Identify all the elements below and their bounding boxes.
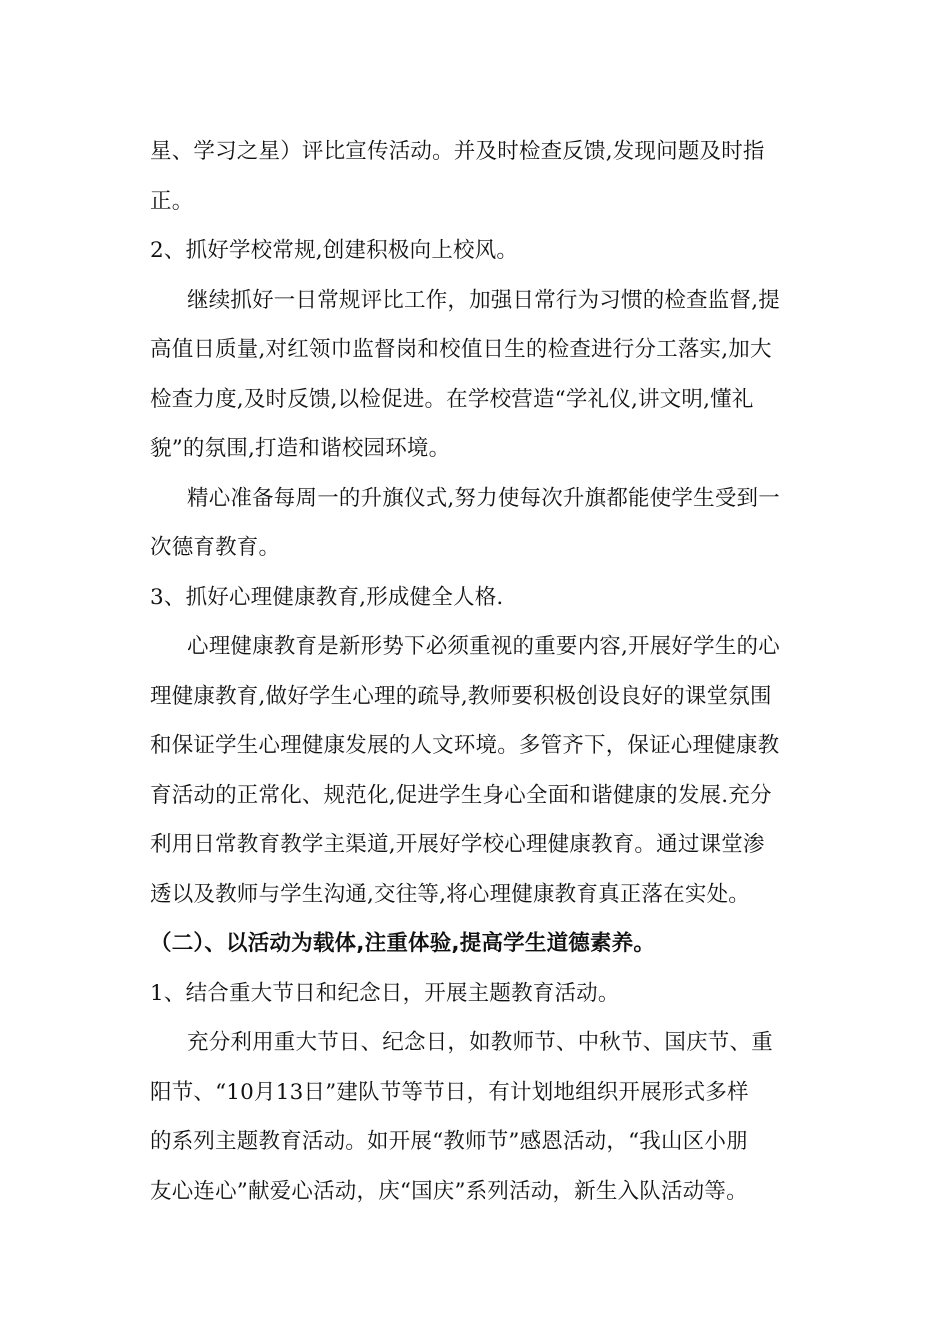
document-page [150, 127, 810, 1216]
paragraph-line: 阳节、“10月13日”建队节等节日，有计划地组织开展形式多样 [150, 1079, 749, 1105]
paragraph-line: 星、学习之星）评比宣传活动。并及时检查反馈,发现问题及时指 [150, 139, 765, 164]
paragraph-line: 精心准备每周一的升旗仪式,努力使每次升旗都能使学生受到一 [187, 485, 780, 511]
paragraph-line: 次德育教育。 [150, 535, 281, 560]
paragraph-line: 检查力度,及时反馈,以检促进。在学校营造“学礼仪,讲文明,懂礼 [150, 386, 754, 412]
section-heading: 1、结合重大节日和纪念日，开展主题教育活动。 [150, 980, 620, 1006]
paragraph-line: 高值日质量,对红领巾监督岗和校值日生的检查进行分工落实,加大 [150, 337, 772, 362]
paragraph-line: 透以及教师与学生沟通,交往等,将心理健康教育真正落在实处。 [150, 881, 750, 907]
paragraph-line: 利用日常教育教学主渠道,开展好学校心理健康教育。通过课堂渗 [150, 832, 765, 857]
chapter-heading: （二）、以活动为载体,注重体验,提高学生道德素养。 [150, 931, 656, 956]
paragraph-line: 继续抓好一日常规评比工作，加强日常行为习惯的检查监督,提 [187, 287, 780, 313]
paragraph-line: 正。 [150, 188, 194, 214]
paragraph-line: 育活动的正常化、规范化,促进学生身心全面和谐健康的发展.充分 [150, 782, 772, 808]
paragraph-line: 的系列主题教育活动。如开展“教师节”感恩活动，“我山区小朋 [150, 1129, 748, 1154]
paragraph-line: 理健康教育,做好学生心理的疏导,教师要积极创设良好的课堂氛围 [150, 683, 772, 709]
section-heading: 3、抓好心理健康教育,形成健全人格. [150, 584, 504, 610]
paragraph-line: 心理健康教育是新形势下必须重视的重要内容,开展好学生的心 [187, 634, 780, 659]
section-heading: 2、抓好学校常规,创建积极向上校风。 [150, 238, 519, 263]
paragraph-line: 充分利用重大节日、纪念日，如教师节、中秋节、国庆节、重 [187, 1030, 773, 1055]
paragraph-line: 友心连心”献爱心活动，庆“国庆”系列活动，新生入队活动等。 [150, 1178, 748, 1204]
paragraph-line: 和保证学生心理健康发展的人文环境。多管齐下，保证心理健康教 [150, 733, 780, 758]
paragraph-line: 貌”的氛围,打造和谐校园环境。 [150, 436, 451, 461]
